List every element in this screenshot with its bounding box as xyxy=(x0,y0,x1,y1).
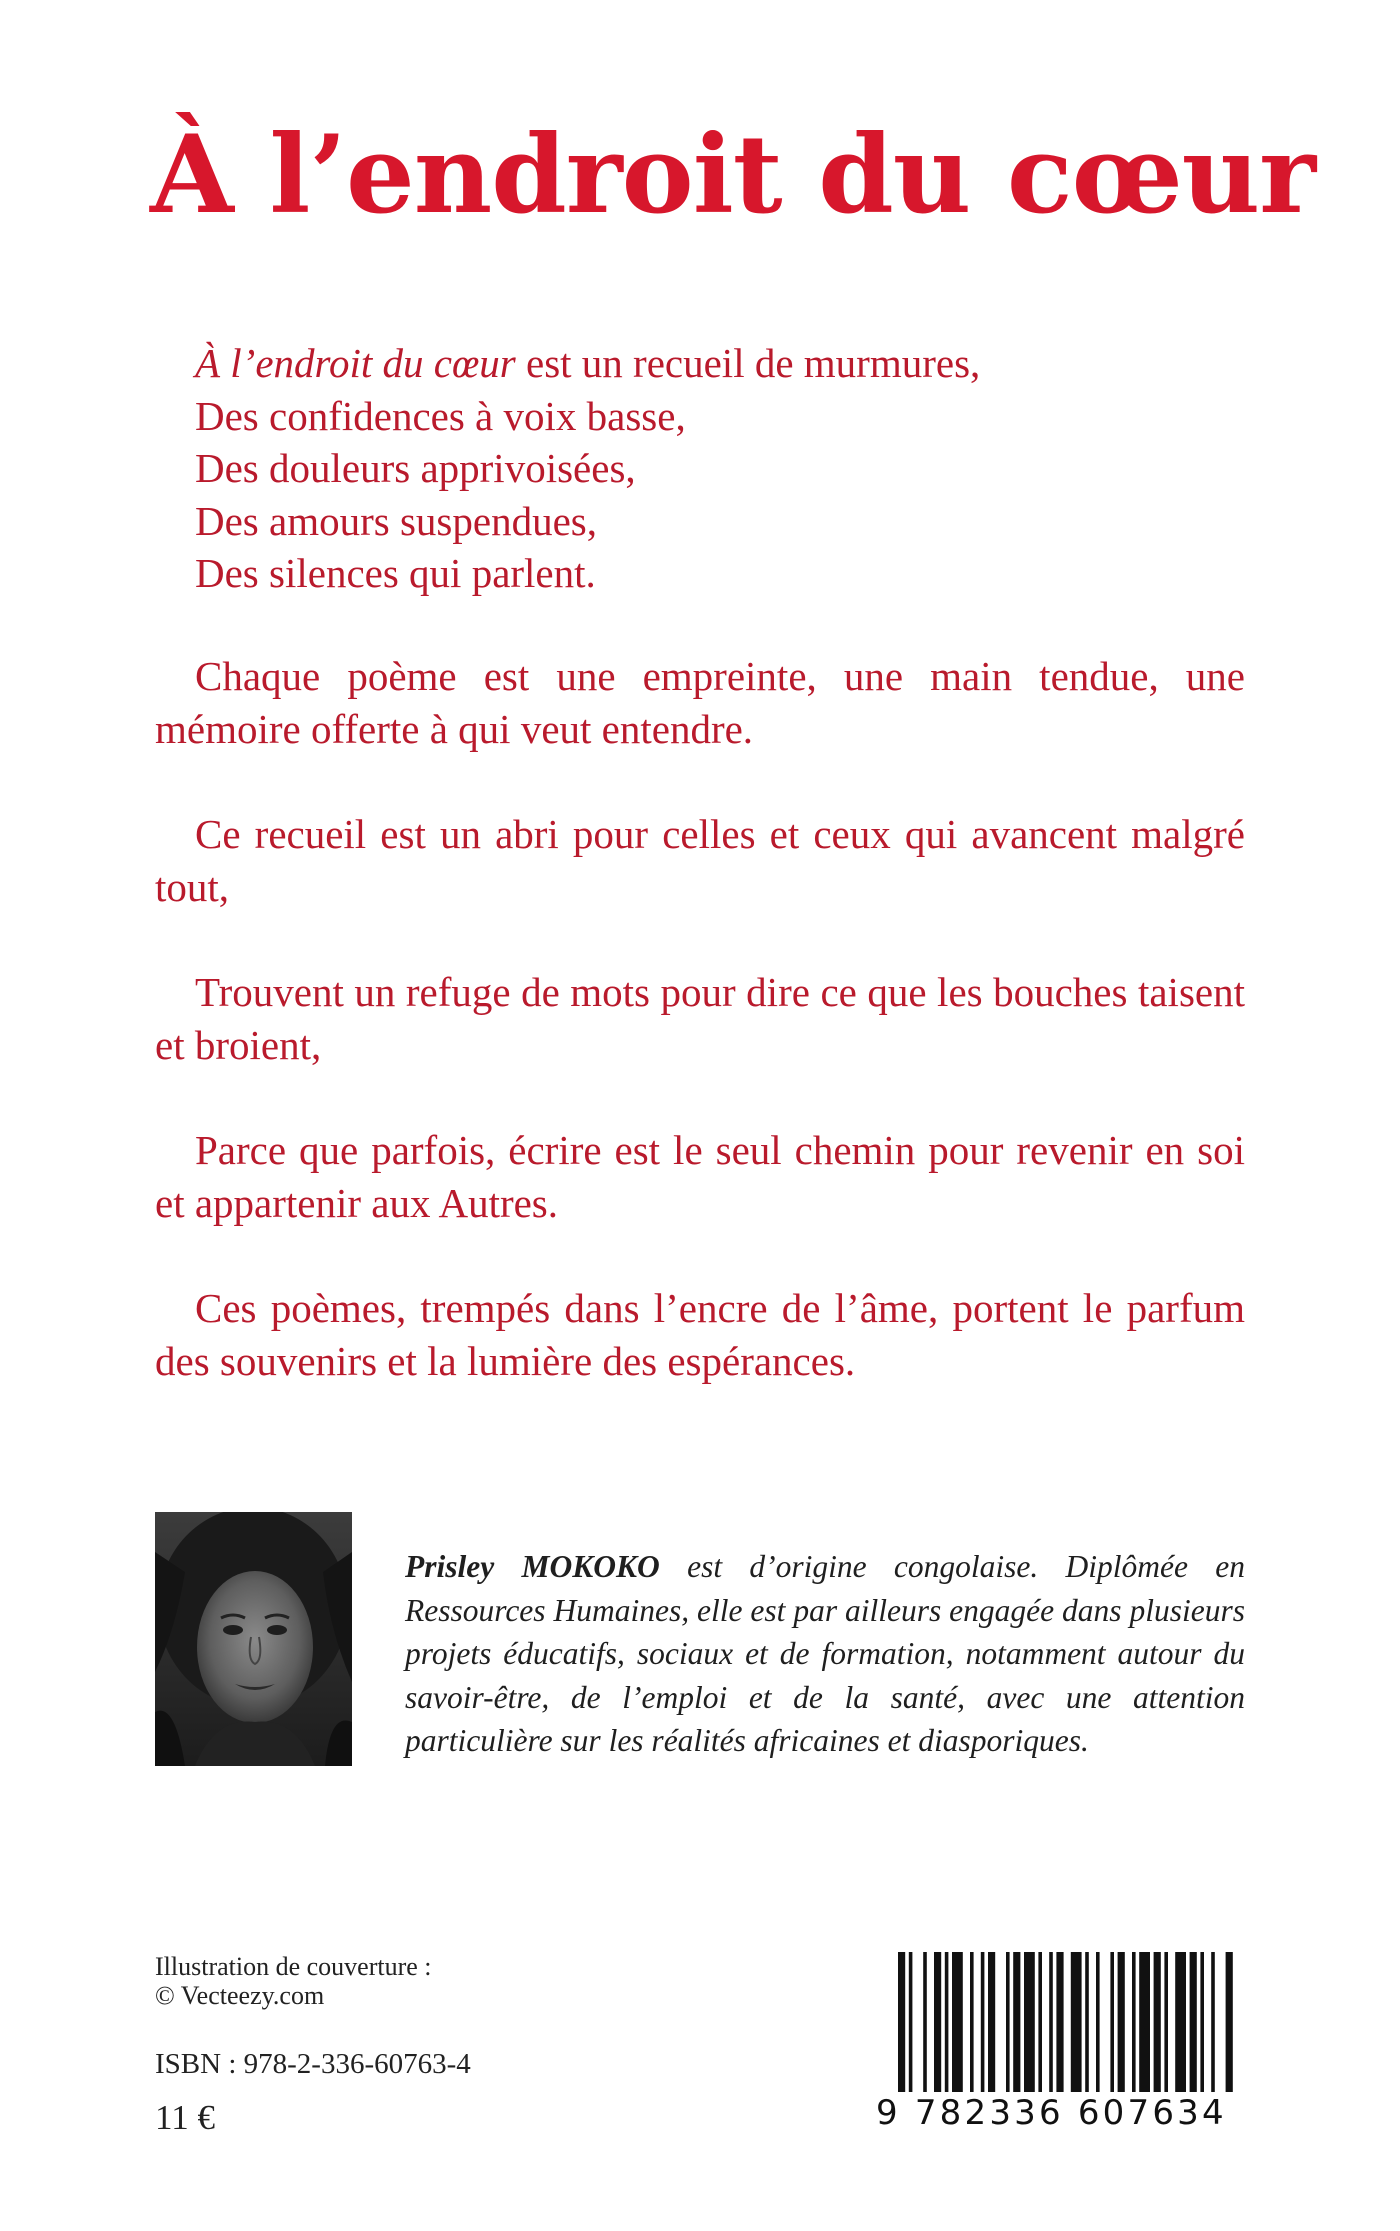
barcode-digits: 9 782336 607634 xyxy=(876,2093,1227,2133)
paragraph-3: Trouvent un refuge de mots pour dire ce que les bouches taisent et broient, xyxy=(155,969,1245,1068)
intro-line-1-rest: est un recueil de murmures, xyxy=(515,340,981,386)
author-photo xyxy=(155,1512,352,1766)
intro-line-3: Des douleurs apprivoisées, xyxy=(195,445,636,491)
credits-line-2: © Vecteezy.com xyxy=(155,1981,325,2010)
author-bio-text: est d’origine congolaise. Diplômée en Ressources Humaines, elle est par ailleurs engagée dans plusieurs projets éducatifs, sociaux et de formation, notamment autour du savoir-être, de l’emploi et de la santé, avec une attention particulière sur les réalités africaines et diasporiques. xyxy=(405,1549,1245,1758)
intro-line-1 xyxy=(195,337,1285,390)
barcode-bars xyxy=(876,1952,1246,2092)
author-name: Prisley MOKOKO xyxy=(405,1549,660,1584)
isbn: ISBN : 978-2-336-60763-4 xyxy=(155,2048,471,2080)
paragraph-2: Ce recueil est un abri pour celles et ceux qui avancent malgré tout, xyxy=(155,811,1245,910)
intro-line-4: Des amours suspendues, xyxy=(195,497,597,544)
intro-title-italic: À l’endroit du cœur xyxy=(195,340,516,386)
paragraph-1: Chaque poème est une empreinte, une main tendue, une mémoire offerte à qui veut entendre. xyxy=(155,653,1245,752)
book-title: À l’endroit du cœur xyxy=(150,112,1316,238)
paragraph-4: Parce que parfois, écrire est le seul chemin pour revenir en soi et appartenir aux Autres. xyxy=(155,1127,1245,1226)
author-bio xyxy=(405,1545,1245,1763)
price: 11 € xyxy=(155,2098,215,2137)
illustration-credits xyxy=(155,1952,575,2010)
intro-line-2: Des confidences à voix basse, xyxy=(195,392,686,439)
paragraph-5: Ces poèmes, trempés dans l’encre de l’âme, portent le parfum des souvenirs et la lumière des espérances. xyxy=(155,1285,1245,1384)
intro-stanza xyxy=(155,337,1285,600)
credits-line-1: Illustration de couverture : xyxy=(155,1952,432,1981)
author-portrait-icon xyxy=(155,1512,352,1766)
intro-line-5: Des silences qui parlent. xyxy=(195,550,596,596)
